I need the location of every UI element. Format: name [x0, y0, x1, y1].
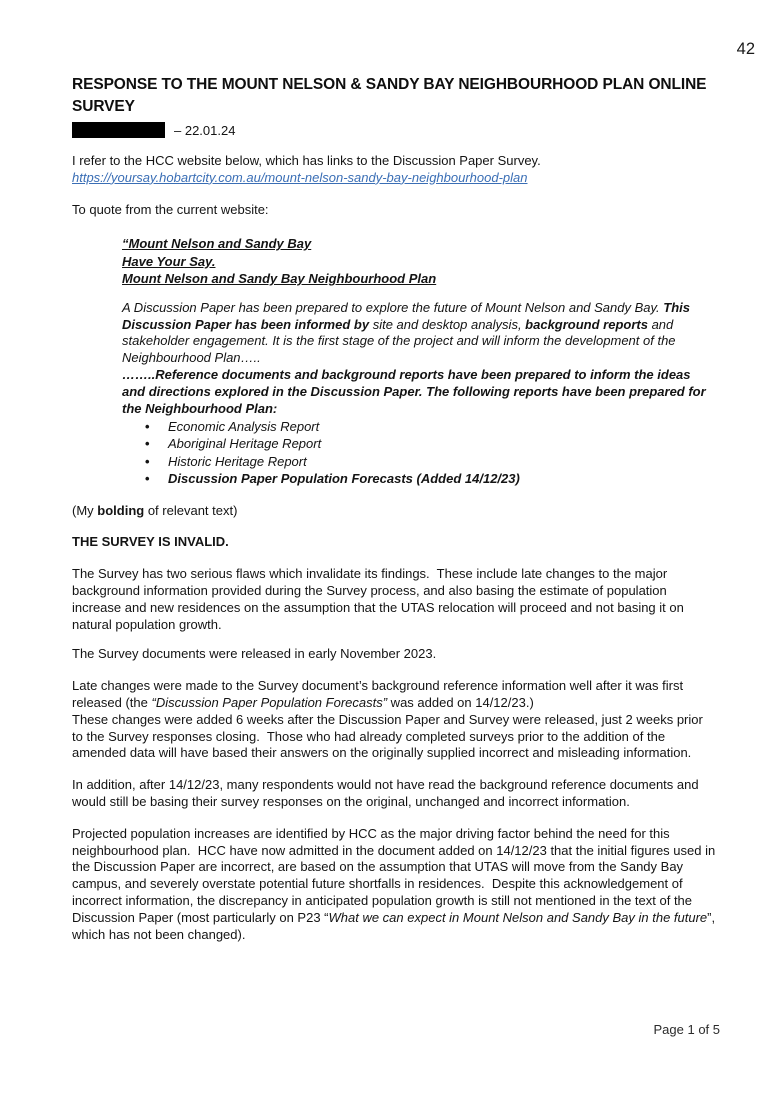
bolding-note	[72, 503, 717, 520]
text-segment: This Discussion Paper has been informed by	[122, 299, 694, 332]
survey-hyperlink[interactable]: https://yoursay.hobartcity.com.au/mount-nelson-sandy-bay-neighbourhood-plan	[72, 169, 528, 185]
projected-population-paragraph	[72, 826, 717, 944]
page-footer: Page 1 of 5	[653, 1022, 720, 1037]
report-list-item: • Historic Heritage Report	[168, 453, 714, 470]
report-list	[122, 418, 714, 488]
quote-heading-line-1: “Mount Nelson and Sandy Bay	[122, 236, 312, 252]
survey-invalid-heading: THE SURVEY IS INVALID.	[72, 534, 229, 550]
text-segment: bolding	[97, 502, 145, 518]
text-segment: ”, which has not been changed).	[72, 909, 719, 942]
released-paragraph: The Survey documents were released in early November 2023.	[72, 646, 437, 662]
byline	[72, 120, 717, 140]
flaws-paragraph: The Survey has two serious flaws which invalidate its findings. These include late changes to the major background information provided during the Survey process, and also basing the estimate of population increase and new residences on the assumption that the UTAS relocation will proceed and not basing it on natural population growth.	[72, 566, 688, 632]
text-segment: “Discussion Paper Population Forecasts”	[151, 694, 388, 710]
report-list-item: • Economic Analysis Report	[168, 418, 714, 435]
intro-paragraph: I refer to the HCC website below, which has links to the Discussion Paper Survey.	[72, 153, 541, 168]
text-segment: was added on 14/12/23.)	[387, 694, 534, 710]
quote-heading-line-2: Have Your Say.	[122, 253, 216, 269]
text-segment: These changes were added 6 weeks after the Discussion Paper and Survey were released, just 2 weeks prior to the Survey responses closing. Those who had already completed surveys prior to the addition of the amended data will have based their answers on the originally supplied incorrect and misleading information.	[72, 711, 707, 761]
text-segment: Projected population increases are identified by HCC as the major driving factor behind the need for this neighbourhood plan. HCC have now admitted in the document added on 14/12/23 that the initial figures used in the Discussion Paper are incorrect, are based on the assumption that UTAS will move from the Sandy Bay campus, and severely overstate potential future shortfalls in residences. Despite this acknowledgement of incorrect information, the discrepancy in anticipated population growth is still not mentioned in the text of the Discussion Paper (most particularly on P23 “	[72, 825, 719, 925]
report-list-item: • Discussion Paper Population Forecasts (Added 14/12/23)	[168, 470, 714, 487]
text-segment: of relevant text)	[144, 502, 238, 518]
quote-heading	[122, 235, 714, 287]
text-segment: and stakeholder engagement. It is the first stage of the project and will inform the development of the Neighbourhood Plan…..	[122, 316, 680, 366]
document-title: RESPONSE TO THE MOUNT NELSON & SANDY BAY NEIGHBOURHOOD PLAN ONLINE SURVEY	[72, 76, 707, 115]
link-line	[72, 170, 717, 187]
text-segment: background reports	[525, 316, 648, 332]
late-changes-paragraph	[72, 678, 717, 762]
website-quote-block	[122, 235, 714, 487]
redacted-author-name	[72, 122, 165, 138]
text-segment: What we can expect in Mount Nelson and Sandy Bay in the future	[328, 909, 708, 925]
text-segment: site and desktop analysis,	[372, 316, 526, 332]
quote-heading-line-3: Mount Nelson and Sandy Bay Neighbourhood Plan	[122, 271, 437, 287]
quote-intro: To quote from the current website:	[72, 201, 269, 217]
text-segment: Late changes were made to the Survey document’s background reference information well after it was first released (the	[72, 678, 687, 710]
quote-paragraph-1	[122, 300, 714, 368]
report-list-item: • Aboriginal Heritage Report	[168, 435, 714, 452]
in-addition-paragraph: In addition, after 14/12/23, many respondents would not have read the background reference documents and would still be basing their survey responses on the original, unchanged and incorrect information.	[72, 777, 703, 809]
text-segment: (My	[72, 502, 98, 518]
quote-paragraph-2: ……..Reference documents and background reports have been prepared to inform the ideas and directions explored in the Discussion Paper. The following reports have been prepared for the Neighbourhood Plan:	[122, 367, 710, 417]
text-segment: A Discussion Paper has been prepared to explore the future of Mount Nelson and Sandy Bay.	[122, 299, 664, 315]
page-number: 42	[736, 40, 755, 58]
document-date: – 22.01.24	[174, 122, 236, 138]
